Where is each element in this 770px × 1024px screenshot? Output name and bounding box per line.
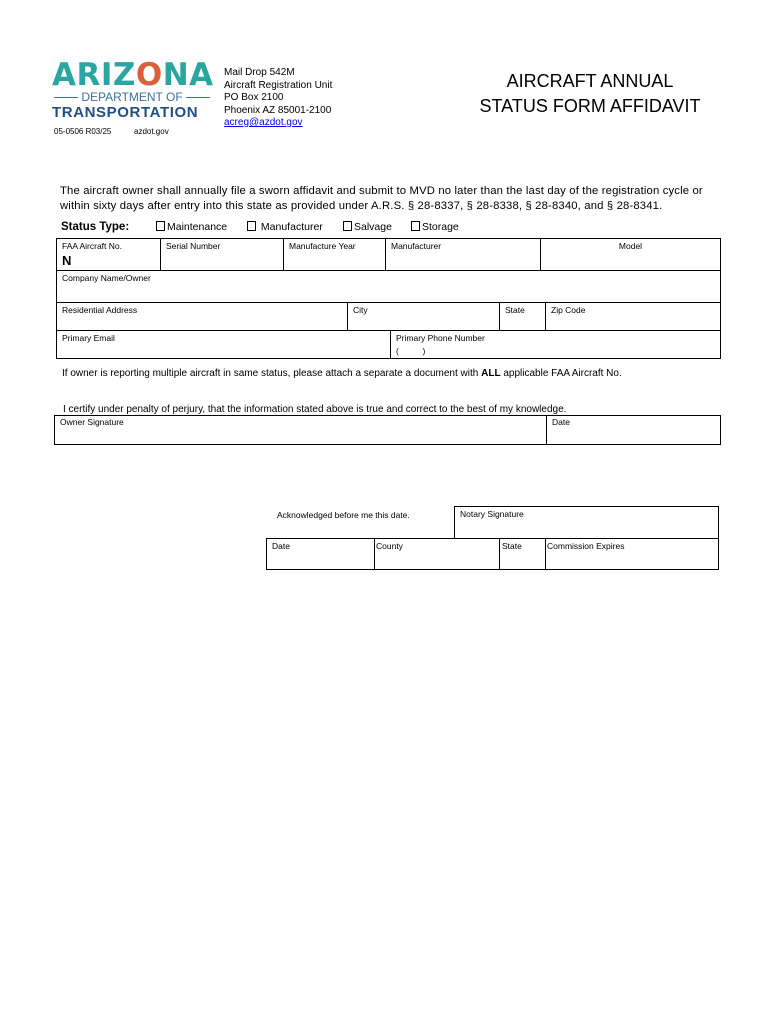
status-option-maintenance[interactable]: Maintenance [156, 221, 227, 233]
faa-aircraft-label: FAA Aircraft No. [62, 241, 122, 251]
multiple-aircraft-note: If owner is reporting multiple aircraft in same status, please attach a separate a document with ALL applicable FAA Aircraft No. [62, 368, 622, 379]
company-owner-field[interactable]: Company Name/Owner [57, 270, 720, 302]
status-type-label: Status Type: [61, 221, 130, 233]
status-option-manufacturer[interactable]: Manufacturer [247, 221, 323, 233]
owner-date-field[interactable]: Date [546, 416, 720, 444]
address-line-1: Mail Drop 542M [224, 67, 295, 78]
serial-number-field[interactable]: Serial Number [160, 239, 283, 270]
status-option-salvage[interactable]: Salvage [343, 221, 392, 233]
faa-aircraft-prefix: N [62, 253, 72, 268]
owner-signature-field[interactable]: Owner Signature [60, 417, 124, 427]
acknowledged-text: Acknowledged before me this date. [277, 510, 410, 520]
status-option-storage[interactable]: Storage [411, 221, 459, 233]
notary-signature-label: Notary Signature [460, 509, 524, 519]
notary-signature-field[interactable] [454, 506, 719, 539]
address-line-2: Aircraft Registration Unit [224, 79, 333, 91]
faa-aircraft-field[interactable] [57, 239, 160, 270]
checkbox-icon[interactable] [247, 221, 256, 231]
state-field[interactable]: State [499, 302, 545, 330]
manufacturer-field[interactable]: Manufacturer [385, 239, 540, 270]
notary-county-field[interactable]: County [374, 539, 499, 569]
address-line-3: PO Box 2100 [224, 92, 284, 103]
mailing-address [224, 67, 332, 130]
phone-label: Primary Phone Number [396, 333, 485, 343]
city-field[interactable]: City [347, 302, 499, 330]
phone-area-code: ( ) [396, 346, 426, 356]
website-text: azdot.gov [134, 127, 169, 136]
aircraft-info-table [56, 238, 721, 359]
form-number: 05-0506 R03/25 [54, 127, 112, 136]
manufacture-year-field[interactable]: Manufacture Year [283, 239, 385, 270]
owner-signature-table [54, 415, 721, 445]
checkbox-icon[interactable] [156, 221, 165, 231]
adot-logo: ARIZONA [52, 57, 214, 93]
primary-phone-field[interactable] [390, 330, 720, 358]
certification-statement: I certify under penalty of perjury, that the information stated above is true and correct to the best of my knowledge. [63, 404, 567, 415]
logo-department-of: DEPARTMENT OF [52, 90, 212, 104]
form-title: AIRCRAFT ANNUAL STATUS FORM AFFIDAVIT [479, 71, 701, 116]
primary-email-field[interactable]: Primary Email [57, 330, 390, 358]
logo-transportation: TRANSPORTATION [52, 104, 199, 121]
commission-expires-field[interactable]: Commission Expires [545, 539, 718, 569]
residential-address-field[interactable]: Residential Address [57, 302, 347, 330]
notary-date-field[interactable]: Date [272, 541, 290, 551]
checkbox-icon[interactable] [411, 221, 420, 231]
address-line-4: Phoenix AZ 85001-2100 [224, 104, 332, 116]
notary-state-field[interactable]: State [499, 539, 545, 569]
model-field[interactable]: Model [540, 239, 720, 270]
logo-o-mark: O [135, 57, 163, 93]
intro-paragraph: The aircraft owner shall annually file a sworn affidavit and submit to MVD no later than the last day of the registration cycle or within sixty days after entry into this state as provided under A.R.S. § 28-8337, § 28-8338, § 28-8340, and § 28-8341. [60, 185, 703, 212]
zip-code-field[interactable]: Zip Code [545, 302, 720, 330]
checkbox-icon[interactable] [343, 221, 352, 231]
email-link[interactable]: acreg@azdot.gov [224, 117, 303, 128]
notary-details-table [266, 538, 719, 570]
